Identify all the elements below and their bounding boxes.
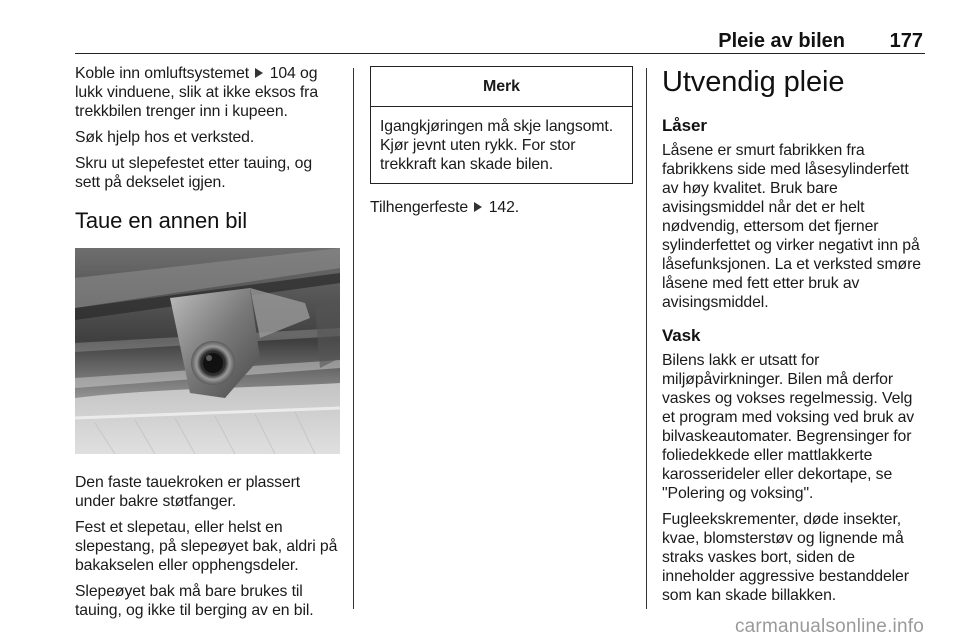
paragraph: Slepeøyet bak må bare brukes til tauing, og ikke til berging av en bil. bbox=[75, 583, 314, 619]
page-reference-link[interactable]: 142. bbox=[488, 199, 520, 216]
column-1 bbox=[75, 64, 340, 627]
chapter-title: Pleie av bilen bbox=[718, 30, 845, 52]
paragraph: Fest et slepetau, eller helst en slepestang, på slepeøyet bak, aldri på bakakselen eller opphengsdeler. bbox=[75, 519, 338, 574]
triangle-right-icon bbox=[255, 68, 263, 78]
note-box bbox=[370, 66, 633, 184]
tow-hook-photo bbox=[75, 248, 340, 454]
section-heading: Taue en annen bil bbox=[75, 208, 248, 233]
column-divider-2 bbox=[646, 68, 647, 609]
page-header bbox=[75, 30, 925, 54]
note-text: Igangkjøringen må skje langsomt. Kjør jevnt uten rykk. For stor trekkraft kan skade bilen. bbox=[380, 118, 613, 173]
paragraph: Koble inn omluftsystemet 104 og lukk vinduene, slik at ikke eksos fra trekkbilen trenger inn i kupeen. bbox=[75, 65, 319, 120]
column-3 bbox=[662, 64, 928, 612]
paragraph: Bilens lakk er utsatt for miljøpåvirkninger. Bilen må derfor vaskes og vokses regelmessig. Velg et program med voksing ved bruk av bilvaskeautomater. Begrensinger for foliedekkede eller mattlakkerte karosserideler eller dekortape, se "Polering og voksing". bbox=[662, 352, 915, 502]
column-2 bbox=[370, 64, 632, 224]
watermark: carmanualsonline.info bbox=[734, 616, 924, 637]
paragraph: Tilhengerfeste 142. bbox=[370, 199, 520, 216]
subheading-wash: Vask bbox=[662, 326, 701, 345]
paragraph: Den faste tauekroken er plassert under bakre støtfanger. bbox=[75, 474, 301, 510]
paragraph: Søk hjelp hos et verksted. bbox=[75, 129, 255, 146]
page-number: 177 bbox=[889, 30, 923, 52]
paragraph: Skru ut slepefestet etter tauing, og sett på dekselet igjen. bbox=[75, 155, 313, 191]
main-heading: Utvendig pleie bbox=[662, 66, 845, 98]
triangle-right-icon bbox=[474, 202, 482, 212]
column-divider-1 bbox=[353, 68, 354, 609]
subheading-locks: Låser bbox=[662, 116, 707, 135]
paragraph: Låsene er smurt fabrikken fra fabrikkens side med låsesylinderfett av høy kvalitet. Bruk bare avisingsmiddel når det er helt nødvendig, ettersom det fjerner sylinderfettet og virker negativt inn på låsefunksjonen. La et verksted smøre låsene med fett etter bruk av avisingsmiddel. bbox=[662, 142, 921, 311]
page-reference-link[interactable]: 104 bbox=[269, 65, 296, 82]
paragraph: Fugleekskrementer, døde insekter, kvae, blomsterstøv og lignende må straks vaskes bort, siden de inneholder aggressive bestanddeler som kan skade billakken. bbox=[662, 511, 909, 604]
note-title: Merk bbox=[371, 67, 632, 107]
